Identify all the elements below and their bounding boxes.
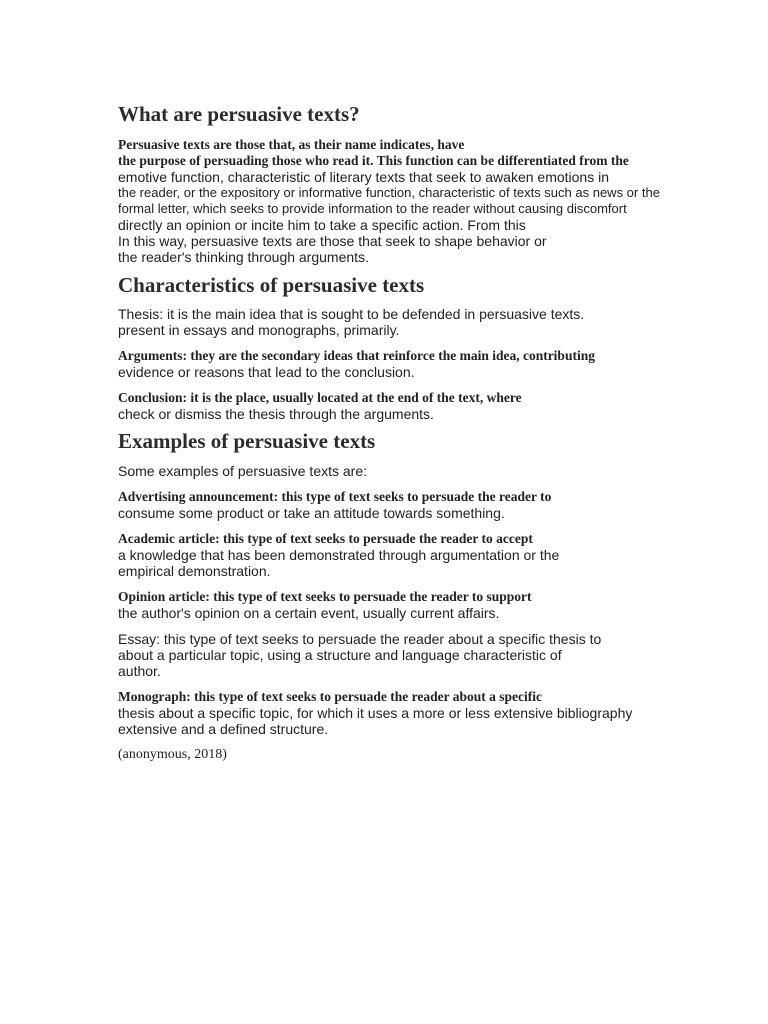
paragraph-line: Some examples of persuasive texts are:	[118, 463, 368, 479]
arguments-paragraph	[118, 348, 698, 380]
advertising-paragraph	[118, 489, 698, 521]
citation-text: (anonymous, 2018)	[118, 747, 227, 762]
paragraph-line: Arguments: they are the secondary ideas that reinforce the main idea, contributing	[118, 348, 595, 363]
paragraph-line: Advertising announcement: this type of text seeks to persuade the reader to	[118, 489, 552, 504]
opinion-paragraph	[118, 589, 698, 621]
examples-intro	[118, 463, 698, 479]
monograph-paragraph	[118, 689, 698, 737]
section-heading-what-are: What are persuasive texts?	[118, 102, 360, 126]
paragraph-line: the reader, or the expository or informative function, characteristic of texts such as news or the	[118, 185, 660, 200]
paragraph-line: the reader's thinking through arguments.	[118, 249, 369, 265]
paragraph-line: Monograph: this type of text seeks to persuade the reader about a specific	[118, 689, 542, 704]
section-heading-characteristics: Characteristics of persuasive texts	[118, 273, 425, 297]
paragraph-line: Opinion article: this type of text seeks to persuade the reader to support	[118, 589, 532, 604]
paragraph-line: evidence or reasons that lead to the conclusion.	[118, 364, 415, 380]
paragraph-line: formal letter, which seeks to provide information to the reader without causing discomfort	[118, 201, 627, 216]
paragraph-line: In this way, persuasive texts are those that seek to shape behavior or	[118, 233, 547, 249]
citation	[118, 747, 698, 763]
academic-paragraph	[118, 531, 698, 579]
thesis-paragraph	[118, 306, 698, 338]
paragraph-line: Conclusion: it is the place, usually located at the end of the text, where	[118, 390, 522, 405]
conclusion-paragraph	[118, 390, 698, 422]
paragraph-line: about a particular topic, using a structure and language characteristic of	[118, 647, 562, 663]
paragraph-line: Essay: this type of text seeks to persuade the reader about a specific thesis to	[118, 631, 602, 647]
paragraph-line: the purpose of persuading those who read it. This function can be differentiated from the	[118, 153, 629, 168]
paragraph-line: the author's opinion on a certain event, usually current affairs.	[118, 605, 500, 621]
document-page	[118, 102, 698, 763]
paragraph-line: Academic article: this type of text seeks to persuade the reader to accept	[118, 531, 533, 546]
paragraph-line: extensive and a defined structure.	[118, 721, 329, 737]
essay-paragraph	[118, 631, 698, 679]
paragraph-line: author.	[118, 663, 161, 679]
paragraph-line: empirical demonstration.	[118, 563, 271, 579]
paragraph-line: present in essays and monographs, primarily.	[118, 322, 400, 338]
paragraph-line: emotive function, characteristic of literary texts that seek to awaken emotions in	[118, 169, 610, 185]
paragraph-line: a knowledge that has been demonstrated through argumentation or the	[118, 547, 560, 563]
paragraph-line: directly an opinion or incite him to take a specific action. From this	[118, 217, 526, 233]
paragraph-line: Persuasive texts are those that, as their name indicates, have	[118, 137, 465, 152]
paragraph-line: check or dismiss the thesis through the arguments.	[118, 406, 434, 422]
paragraph-line: Thesis: it is the main idea that is sought to be defended in persuasive texts.	[118, 306, 585, 322]
intro-paragraph	[118, 137, 698, 265]
paragraph-line: consume some product or take an attitude towards something.	[118, 505, 505, 521]
section-heading-examples: Examples of persuasive texts	[118, 429, 376, 453]
paragraph-line: thesis about a specific topic, for which it uses a more or less extensive bibliography	[118, 705, 633, 721]
